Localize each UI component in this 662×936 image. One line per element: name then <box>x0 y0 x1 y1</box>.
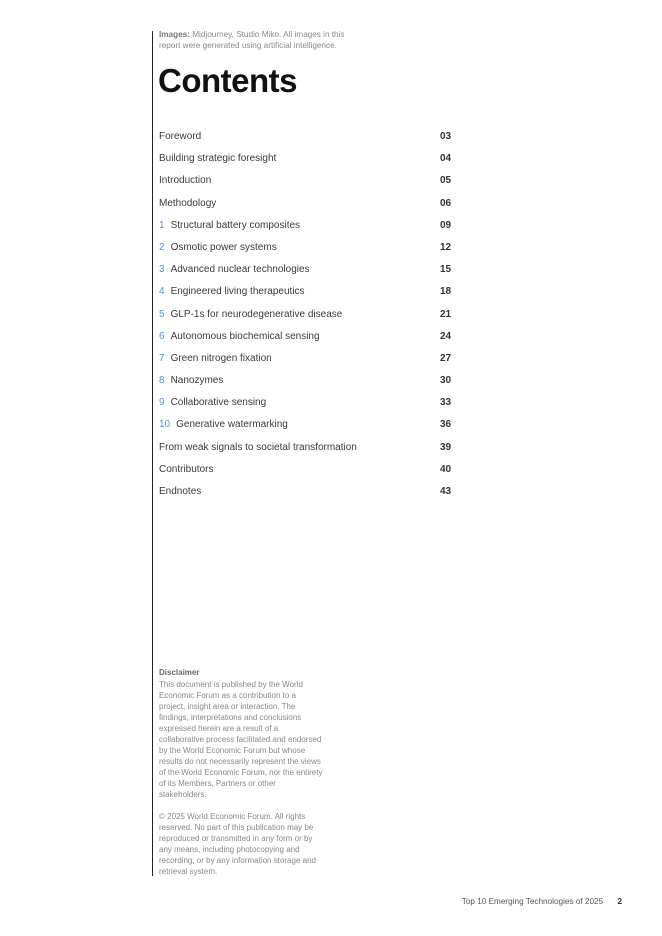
toc-entry-label: Advanced nuclear technologies <box>170 264 310 276</box>
toc-entry[interactable] <box>159 304 459 326</box>
toc-entry-page: 12 <box>440 241 452 253</box>
toc-entry-number: 4 <box>159 286 165 298</box>
toc-entry-page: 03 <box>440 131 452 142</box>
toc-entry-number: 10 <box>159 419 171 431</box>
toc-entry-page: 33 <box>440 397 452 409</box>
toc-entry-number: 8 <box>159 375 165 387</box>
toc-entry[interactable] <box>159 459 459 481</box>
toc-entry[interactable] <box>159 437 459 459</box>
toc-entry-page: 06 <box>440 197 452 209</box>
toc-entry-page: 24 <box>440 330 452 342</box>
toc-entry[interactable] <box>159 193 459 215</box>
toc-entry-label: Nanozymes <box>170 375 224 387</box>
toc-entry-label: Building strategic foresight <box>159 153 277 165</box>
table-of-contents <box>159 126 459 503</box>
toc-entry[interactable] <box>159 126 459 148</box>
toc-entry-label: Introduction <box>159 175 212 187</box>
toc-entry-label: Endnotes <box>159 486 202 497</box>
toc-entry-page: 36 <box>440 419 452 431</box>
toc-entry-label: Generative watermarking <box>176 419 288 431</box>
disclaimer-body: This document is published by the World Economic Forum as a contribution to a project, insight area or interaction. The findings, interpretations and conclusions expressed herein are a result of a collaborative process facilitated and endorsed by the World Economic Forum but whose results do not necessarily represent the views of the World Economic Forum, nor the entirety of its Members, Partners or other stakeholders. <box>159 680 323 799</box>
toc-entry-page: 43 <box>440 486 452 497</box>
toc-entry[interactable] <box>159 414 459 436</box>
page-footer <box>462 897 622 906</box>
toc-entry[interactable] <box>159 281 459 303</box>
toc-entry-page: 21 <box>440 308 452 320</box>
toc-entry[interactable] <box>159 259 459 281</box>
toc-entry-page: 15 <box>440 264 452 276</box>
toc-entry-number: 7 <box>159 352 165 364</box>
toc-entry-page: 30 <box>440 375 452 387</box>
toc-entry[interactable] <box>159 148 459 170</box>
toc-entry-label: Green nitrogen fixation <box>170 352 272 364</box>
toc-entry-page: 04 <box>440 153 452 165</box>
image-credit <box>159 29 359 51</box>
image-credit-text: Midjourney, Studio Miko. All images in this report were generated using artificial intelligence. <box>159 30 345 50</box>
toc-entry[interactable] <box>159 170 459 192</box>
left-margin-rule <box>152 31 153 876</box>
image-credit-label: Images: <box>159 30 190 39</box>
toc-entry-number: 6 <box>159 330 165 342</box>
toc-entry-label: GLP-1s for neurodegenerative disease <box>170 308 343 320</box>
toc-entry[interactable] <box>159 370 459 392</box>
toc-entry[interactable] <box>159 481 459 503</box>
toc-entry-page: 05 <box>440 175 452 187</box>
footer-report-title: Top 10 Emerging Technologies of 2025 <box>461 897 604 906</box>
page-title: Contents <box>158 62 297 99</box>
toc-entry[interactable] <box>159 348 459 370</box>
toc-entry-number: 2 <box>159 241 165 253</box>
toc-entry-label: Collaborative sensing <box>170 397 267 409</box>
toc-entry[interactable] <box>159 215 459 237</box>
toc-entry-label: Foreword <box>159 131 202 142</box>
toc-entry[interactable] <box>159 326 459 348</box>
toc-entry-label: Osmotic power systems <box>170 241 277 253</box>
toc-entry-label: Autonomous biochemical sensing <box>170 330 320 342</box>
footer-page-number: 2 <box>617 897 622 906</box>
toc-entry-label: From weak signals to societal transformation <box>159 441 357 453</box>
toc-entry-page: 40 <box>440 463 452 475</box>
toc-entry-label: Methodology <box>159 197 217 209</box>
toc-entry-page: 27 <box>440 352 452 364</box>
toc-entry[interactable] <box>159 392 459 414</box>
disclaimer-heading: Disclaimer <box>159 668 200 677</box>
toc-entry-label: Engineered living therapeutics <box>170 286 305 298</box>
toc-entry-number: 9 <box>159 397 165 409</box>
toc-entry-number: 5 <box>159 308 165 320</box>
toc-entry[interactable] <box>159 237 459 259</box>
toc-entry-label: Structural battery composites <box>170 219 301 231</box>
toc-entry-page: 18 <box>440 286 452 298</box>
copyright-notice: © 2025 World Economic Forum. All rights reserved. No part of this publication may be reproduced or transmitted in any form or by any means, including photocopying and recording, or by any information storage and retrieval system. <box>159 812 316 876</box>
toc-entry-label: Contributors <box>159 463 214 475</box>
toc-entry-page: 09 <box>440 219 452 231</box>
toc-entry-number: 1 <box>159 219 165 231</box>
disclaimer-block <box>159 667 324 877</box>
toc-entry-page: 39 <box>440 441 452 453</box>
toc-entry-number: 3 <box>159 264 165 276</box>
